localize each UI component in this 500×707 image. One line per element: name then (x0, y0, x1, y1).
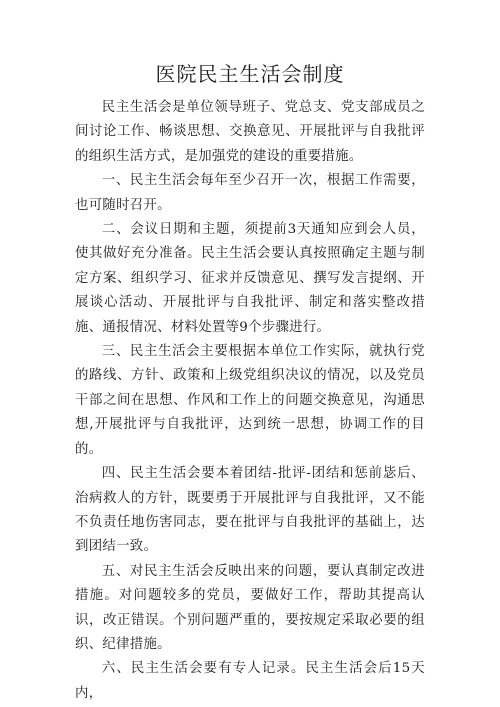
paragraph-5: 五、对民主生活会反映出来的问题，要认真制定改进措施。对问题较多的党员，要做好工作，帮助其提高认识，改正错误。个别问题严重的，要按规定采取必要的组织、纪律措施。 (75, 563, 425, 652)
paragraph-intro: 民主生活会是单位领导班子、党总支、党支部成员之间讨论工作、畅谈思想、交换意见、开展批评与自我批评的组织生活方式，是加强党的建设的重要措施。 (75, 100, 425, 164)
paragraph-1: 一、民主生活会每年至少召开一次，根据工作需要，也可随时召开。 (75, 173, 425, 213)
paragraph-6: 六、民主生活会要有专人记录。民主生活会后15天内， (75, 661, 425, 701)
paragraph-3: 三、民主生活会主要根据本单位工作实际，就执行党的路线、方针、政策和上级党组织决议的情况，以及党员干部之间在思想、作风和工作上的问题交换意见，沟通思想,开展批评与自我批评，达到统一思想，协调工作的目的。 (75, 344, 425, 457)
document-body (75, 96, 425, 706)
paragraph-4: 四、民主生活会要本着团结-批评-团结和惩前毖后、治病救人的方针，既要勇于开展批评与自我批评，又不能不负责任地伤害同志，要在批评与自我批评的基础上，达到团结一致。 (75, 466, 425, 555)
document-title: 医院民主生活会制度 (155, 62, 345, 86)
paragraph-2: 二、会议日期和主题，须提前3天通知应到会人员，使其做好充分准备。民主生活会要认真按照确定主题与制定方案、组织学习、征求并反馈意见、撰写发言提纲、开展谈心活动、开展批评与自我批评、制定和落实整改措施、通报情况、材料处置等9个步骤进行。 (75, 222, 425, 335)
